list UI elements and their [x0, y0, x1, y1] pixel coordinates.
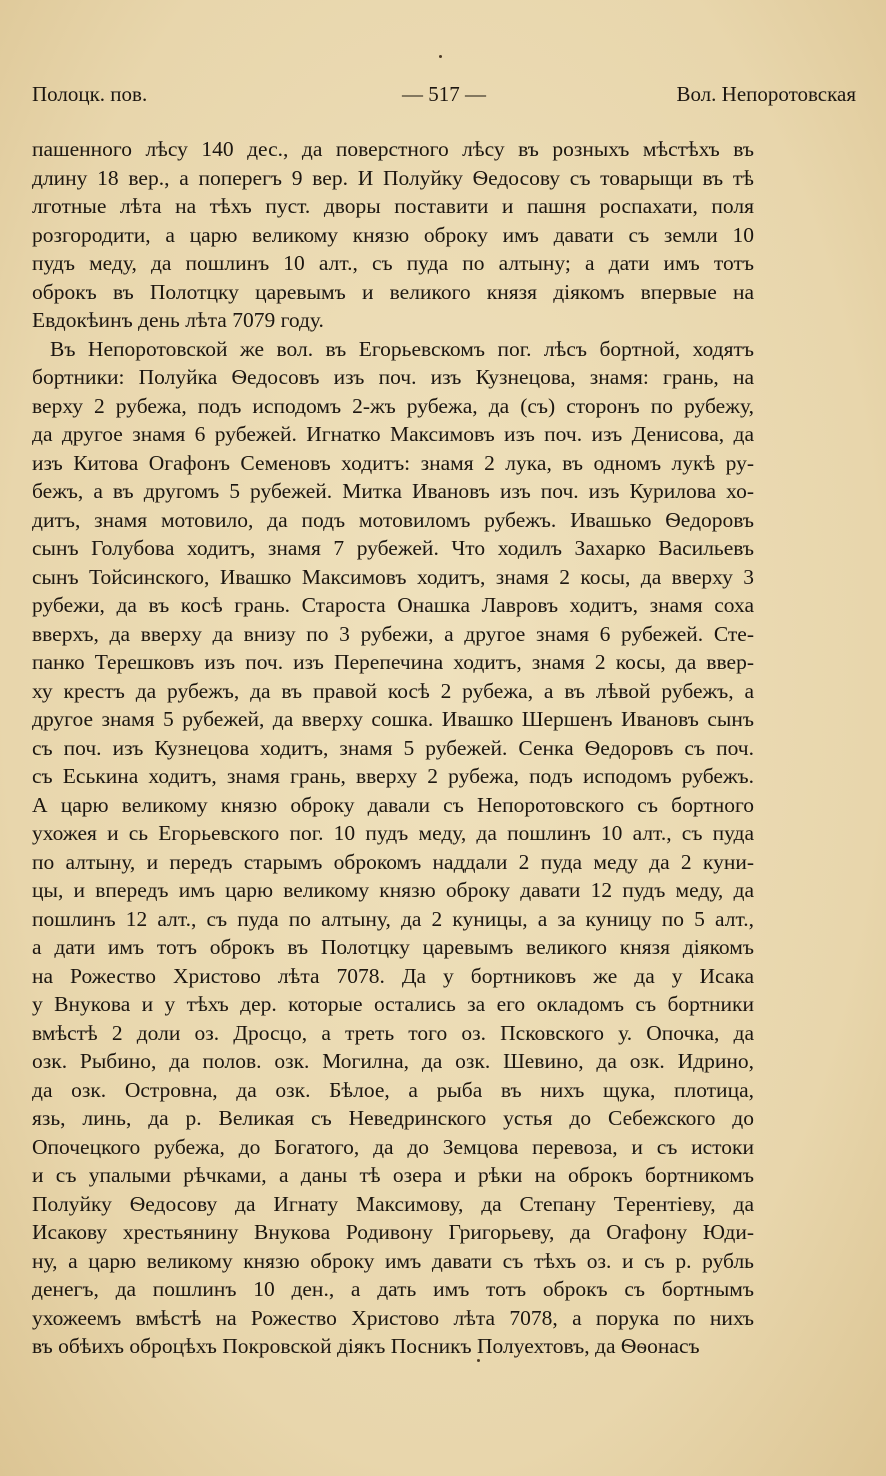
text-line: розгородити, а царю великому князю оброку имъ давати съ земли 10 [32, 222, 754, 247]
text-line: бортники: Полуйка Ѳедосовъ изъ поч. изъ Кузнецова, знамя: грань, на [32, 365, 754, 389]
body-text [32, 135, 754, 1361]
text-line: вверхъ, да вверху да внизу по 3 рубежи, а другое знамя 6 рубежей. Сте- [32, 621, 754, 646]
text-line: панко Терешковъ изъ поч. изъ Перепечина ходитъ, знамя 2 косы, да ввер- [32, 650, 754, 674]
text-line: бежъ, а въ другомъ 5 рубежей. Митка Ивановъ изъ поч. изъ Курилова хо- [32, 479, 754, 503]
text-line: лготные лѣта на тѣхъ пуст. дворы поставити и пашня роспахати, поля [32, 194, 754, 218]
text-line: Евдокѣинъ день лѣта 7079 году. [32, 308, 324, 332]
text-line: сынъ Голубова ходитъ, знамя 7 рубежей. Что ходилъ Захарко Васильевъ [32, 536, 754, 560]
text-line: пошлинъ 12 алт., съ пуда по алтыну, да 2 куницы, а за куницу по 5 алт., [32, 906, 754, 931]
text-line: изъ Китова Огафонъ Семеновъ ходитъ: знамя 2 лука, въ одномъ лукѣ ру- [32, 450, 754, 475]
text-line: вмѣстѣ 2 доли оз. Дросцо, а треть того оз. Псковского у. Опочка, да [32, 1020, 754, 1045]
text-line: Исакову хрестьянину Внукова Родивону Григорьеву, да Огафону Юди- [32, 1220, 754, 1244]
text-line: пудъ меду, да пошлинъ 10 алт., съ пуда по алтыну; а дати имъ тотъ [32, 251, 754, 275]
text-line: Полуйку Ѳедосову да Игнату Максимову, да Степану Терентіеву, да [32, 1191, 754, 1216]
text-line: и съ упалыми рѣчками, а даны тѣ озера и рѣки на оброкъ бортникомъ [32, 1163, 754, 1187]
page-number: — 517 — [402, 82, 486, 106]
text-line: денегъ, да пошлинъ 10 ден., а дать имъ тотъ оброкъ съ бортнымъ [32, 1277, 754, 1301]
text-line: ху крестъ да рубежъ, да въ правой косѣ 2 рубежа, а въ лѣвой рубежъ, а [32, 678, 754, 703]
text-line: ухожеемъ вмѣстѣ на Рожество Христово лѣта 7078, а порука по нихъ [32, 1305, 754, 1330]
text-line: другое знамя 5 рубежей, да вверху сошка. Ивашко Шершенъ Ивановъ сынъ [32, 707, 754, 731]
text-line: ну, а царю великому князю оброку имъ давати съ тѣхъ оз. и съ р. рубль [32, 1248, 754, 1273]
text-line: по алтыну, и передъ старымъ оброкомъ наддали 2 пуда меду да 2 куни- [32, 849, 754, 874]
text-line: въ обѣихъ оброцѣхъ Покровской діякъ Посникъ Полуехтовъ, да Ѳѳонасъ [32, 1334, 700, 1358]
text-line: да озк. Островна, да озк. Бѣлое, а рыба въ нихъ щука, плотица, [32, 1077, 754, 1102]
text-line: на Рожество Христово лѣта 7078. Да у бортниковъ же да у Исака [32, 963, 754, 988]
header-left: Полоцк. пов. [32, 82, 148, 106]
text-line: пашенного лѣсу 140 дес., да поверстного лѣсу въ розныхъ мѣстѣхъ въ [32, 137, 754, 161]
text-line: съ поч. изъ Кузнецова ходитъ, знамя 5 рубежей. Сенка Ѳедоровъ съ поч. [32, 735, 754, 760]
text-line: ухожея и сь Егорьевского пог. 10 пудъ меду, да пошлинъ 10 алт., съ пуда [32, 821, 754, 845]
running-head [32, 82, 856, 110]
text-line: озк. Рыбино, да полов. озк. Могилна, да озк. Шевино, да озк. Идрино, [32, 1049, 754, 1073]
text-line: дитъ, знамя мотовило, да подъ мотовиломъ рубежъ. Ивашько Ѳедоровъ [32, 507, 754, 532]
text-line: рубежи, да въ косѣ грань. Староста Онашка Лавровъ ходитъ, знамя соха [32, 593, 754, 617]
text-line: А царю великому князю оброку давали съ Непоротовского съ бортного [32, 792, 754, 817]
text-line: да другое знамя 6 рубежей. Игнатко Максимовъ изъ поч. изъ Денисова, да [32, 422, 754, 446]
text-line: длину 18 вер., а поперегъ 9 вер. И Полуйку Ѳедосову съ товарыщи въ тѣ [32, 165, 754, 190]
text-line: съ Еськина ходитъ, знамя грань, вверху 2 рубежа, подъ исподомъ рубежъ. [32, 764, 754, 788]
text-line: оброкъ въ Полотцку царевымъ и великого князя діякомъ впервые на [32, 279, 754, 304]
text-line: Опочецкого рубежа, до Богатого, да до Земцова перевоза, и съ истоки [32, 1134, 754, 1159]
text-line: у Внукова и у тѣхъ дер. которые остались за его окладомъ съ бортники [32, 992, 754, 1016]
ink-speck [439, 55, 442, 58]
text-line: Въ Непоротовской же вол. въ Егорьевскомъ пог. лѣсъ бортной, ходятъ [50, 336, 754, 361]
text-line: а дати имъ тотъ оброкъ въ Полотцку царевымъ великого князя діякомъ [32, 935, 754, 959]
text-line: язь, линь, да р. Великая съ Неведринского устья до Себежского до [32, 1106, 754, 1130]
text-line: сынъ Тойсинского, Ивашко Максимовъ ходитъ, знамя 2 косы, да вверху 3 [32, 564, 754, 589]
text-line: цы, и впередъ имъ царю великому князю оброку давати 12 пудъ меду, да [32, 878, 754, 902]
header-right: Вол. Непоротовская [676, 82, 856, 106]
text-line: верху 2 рубежа, подъ исподомъ 2-жъ рубежа, да (съ) сторонъ по рубежу, [32, 393, 754, 418]
